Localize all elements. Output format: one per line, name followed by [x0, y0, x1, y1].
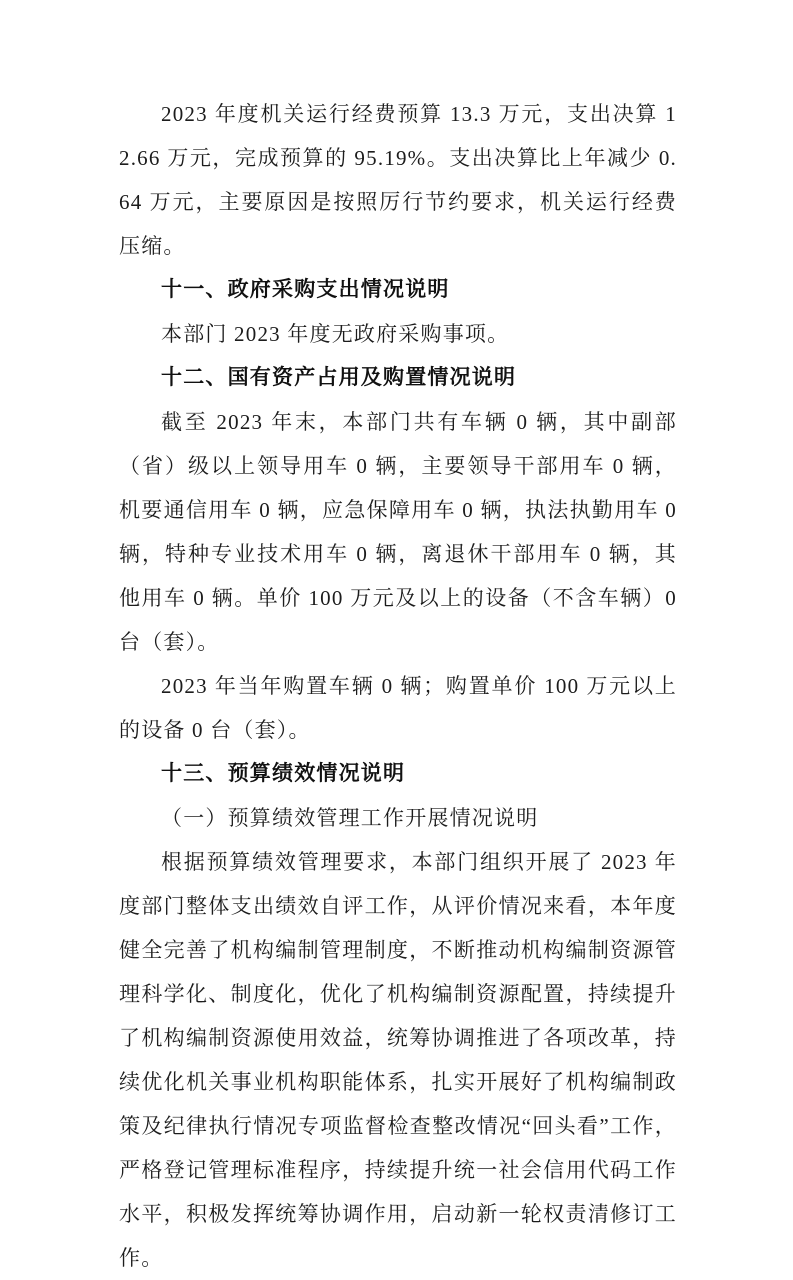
paragraph-state-assets: 截至 2023 年末，本部门共有车辆 0 辆，其中副部（省）级以上领导用车 0 辆，主要领导干部用车 0 辆，机要通信用车 0 辆，应急保障用车 0 辆，执法执勤用车 0 辆，特种专业技术用车 0 辆，离退休干部用车 0 辆，其他用车 0 辆。单价 100 万元及以上的设备（不含车辆）0 台（套）。 [119, 410, 677, 654]
heading-section-12: 十二、国有资产占用及购置情况说明 [161, 366, 517, 389]
paragraph-performance-evaluation: 根据预算绩效管理要求，本部门组织开展了 2023 年度部门整体支出绩效自评工作，从评价情况来看，本年度健全完善了机构编制管理制度，不断推动机构编制资源管理科学化、制度化，优化了机构编制资源配置，持续提升了机构编制资源使用效益，统筹协调推进了各项改革，持续优化机关事业机构职能体系，扎实开展好了机构编制政策及纪律执行情况专项监督检查整改情况“回头看”工作，严格登记管理标准程序，持续提升统一社会信用代码工作水平，积极发挥统筹协调作用，启动新一轮权责清修订工作。 [119, 850, 677, 1270]
paragraph-purchases: 2023 年当年购置车辆 0 辆；购置单价 100 万元以上的设备 0 台（套）。 [119, 674, 677, 742]
subheading-13-1: （一）预算绩效管理工作开展情况说明 [161, 806, 539, 830]
heading-section-13: 十三、预算绩效情况说明 [161, 762, 406, 785]
heading-section-11: 十一、政府采购支出情况说明 [161, 278, 450, 301]
paragraph-operating-expenses: 2023 年度机关运行经费预算 13.3 万元，支出决算 12.66 万元，完成预算的 95.19%。支出决算比上年减少 0.64 万元，主要原因是按照厉行节约要求，机关运行经费压缩。 [119, 102, 677, 258]
paragraph-procurement: 本部门 2023 年度无政府采购事项。 [161, 322, 510, 346]
document-body [119, 92, 677, 1280]
